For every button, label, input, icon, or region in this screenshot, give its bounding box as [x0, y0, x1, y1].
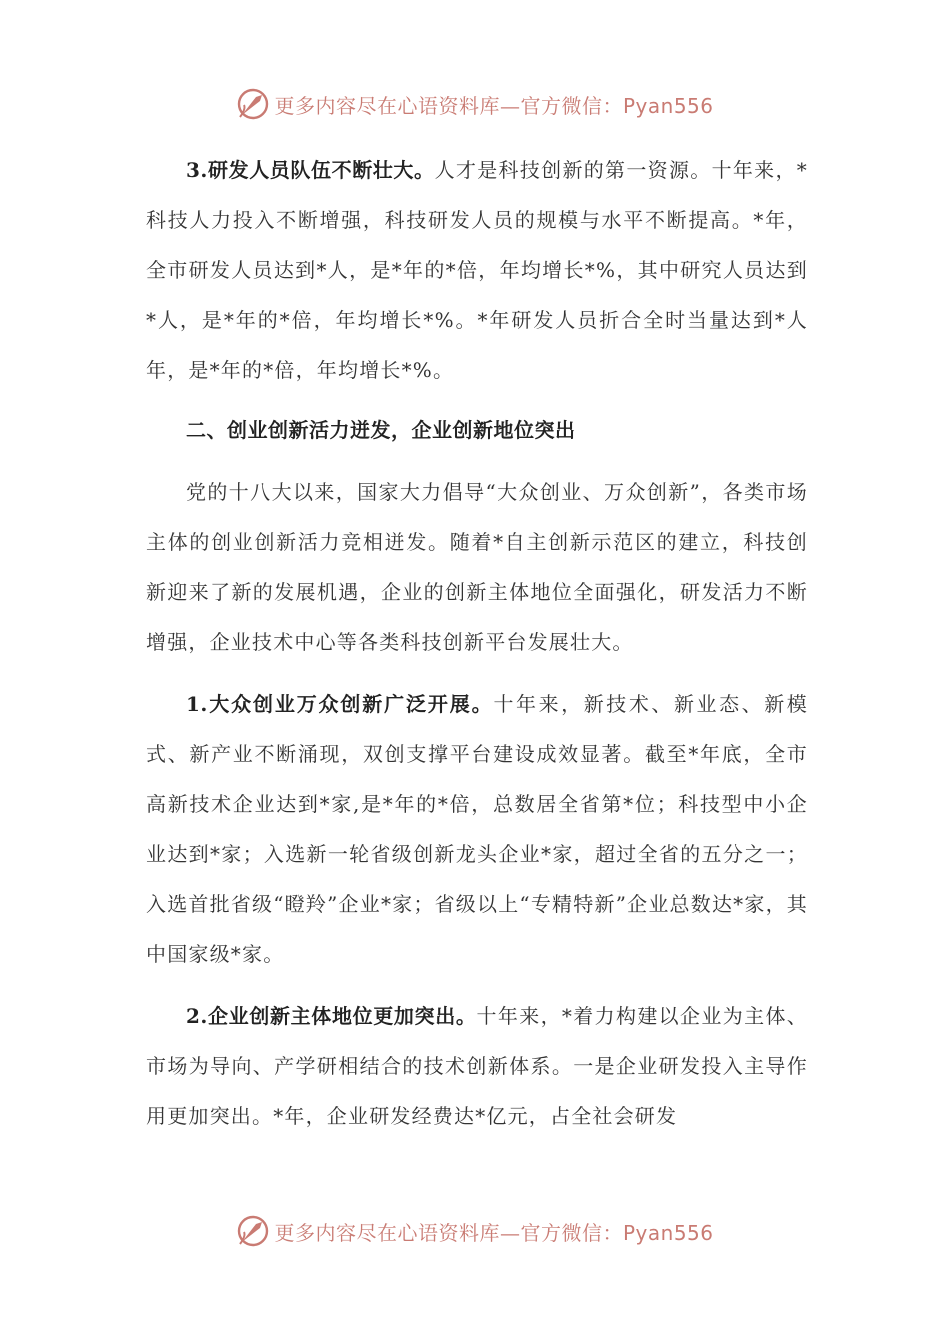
- pen-nib-logo-icon: [236, 1214, 270, 1248]
- paragraph-mass-entrepreneurship: 1.大众创业万众创新广泛开展。十年来，新技术、新业态、新模式、新产业不断涌现，双创支撑平台建设成效显著。截至*年底，全市高新技术企业达到*家,是*年的*倍，总数居全省第*位；科技型中小企业达到*家；入选新一轮省级创新龙头企业*家，超过全省的五分之一；入选首批省级“瞪羚”企业*家；省级以上“专精特新”企业总数达*家，其中国家级*家。: [146, 692, 808, 966]
- document-body: [146, 145, 808, 1141]
- pen-nib-logo-icon: [236, 87, 270, 121]
- header-banner: [0, 84, 950, 124]
- section-heading: 二、创业创新活力迸发，企业创新地位突出: [186, 418, 576, 442]
- footer-banner: [0, 1211, 950, 1251]
- paragraph-enterprise-innovation: 2.企业创新主体地位更加突出。十年来，*着力构建以企业为主体、市场为导向、产学研相结合的技术创新体系。一是企业研发投入主导作用更加突出。*年，企业研发经费达*亿元，占全社会研发: [146, 1004, 808, 1128]
- banner-text: 更多内容尽在心语资料库—官方微信：Pyan556: [274, 1220, 714, 1245]
- paragraph-intro: 党的十八大以来，国家大力倡导“大众创业、万众创新”，各类市场主体的创业创新活力竞相迸发。随着*自主创新示范区的建立，科技创新迎来了新的发展机遇，企业的创新主体地位全面强化，研发活力不断增强，企业技术中心等各类科技创新平台发展壮大。: [146, 480, 808, 654]
- banner-text: 更多内容尽在心语资料库—官方微信：Pyan556: [274, 93, 714, 118]
- paragraph-researchers: 3.研发人员队伍不断壮大。人才是科技创新的第一资源。十年来，*科技人力投入不断增强，科技研发人员的规模与水平不断提高。*年，全市研发人员达到*人，是*年的*倍，年均增长*%，其中研究人员达到*人，是*年的*倍，年均增长*%。*年研发人员折合全时当量达到*人年，是*年的*倍，年均增长*%。: [146, 158, 808, 382]
